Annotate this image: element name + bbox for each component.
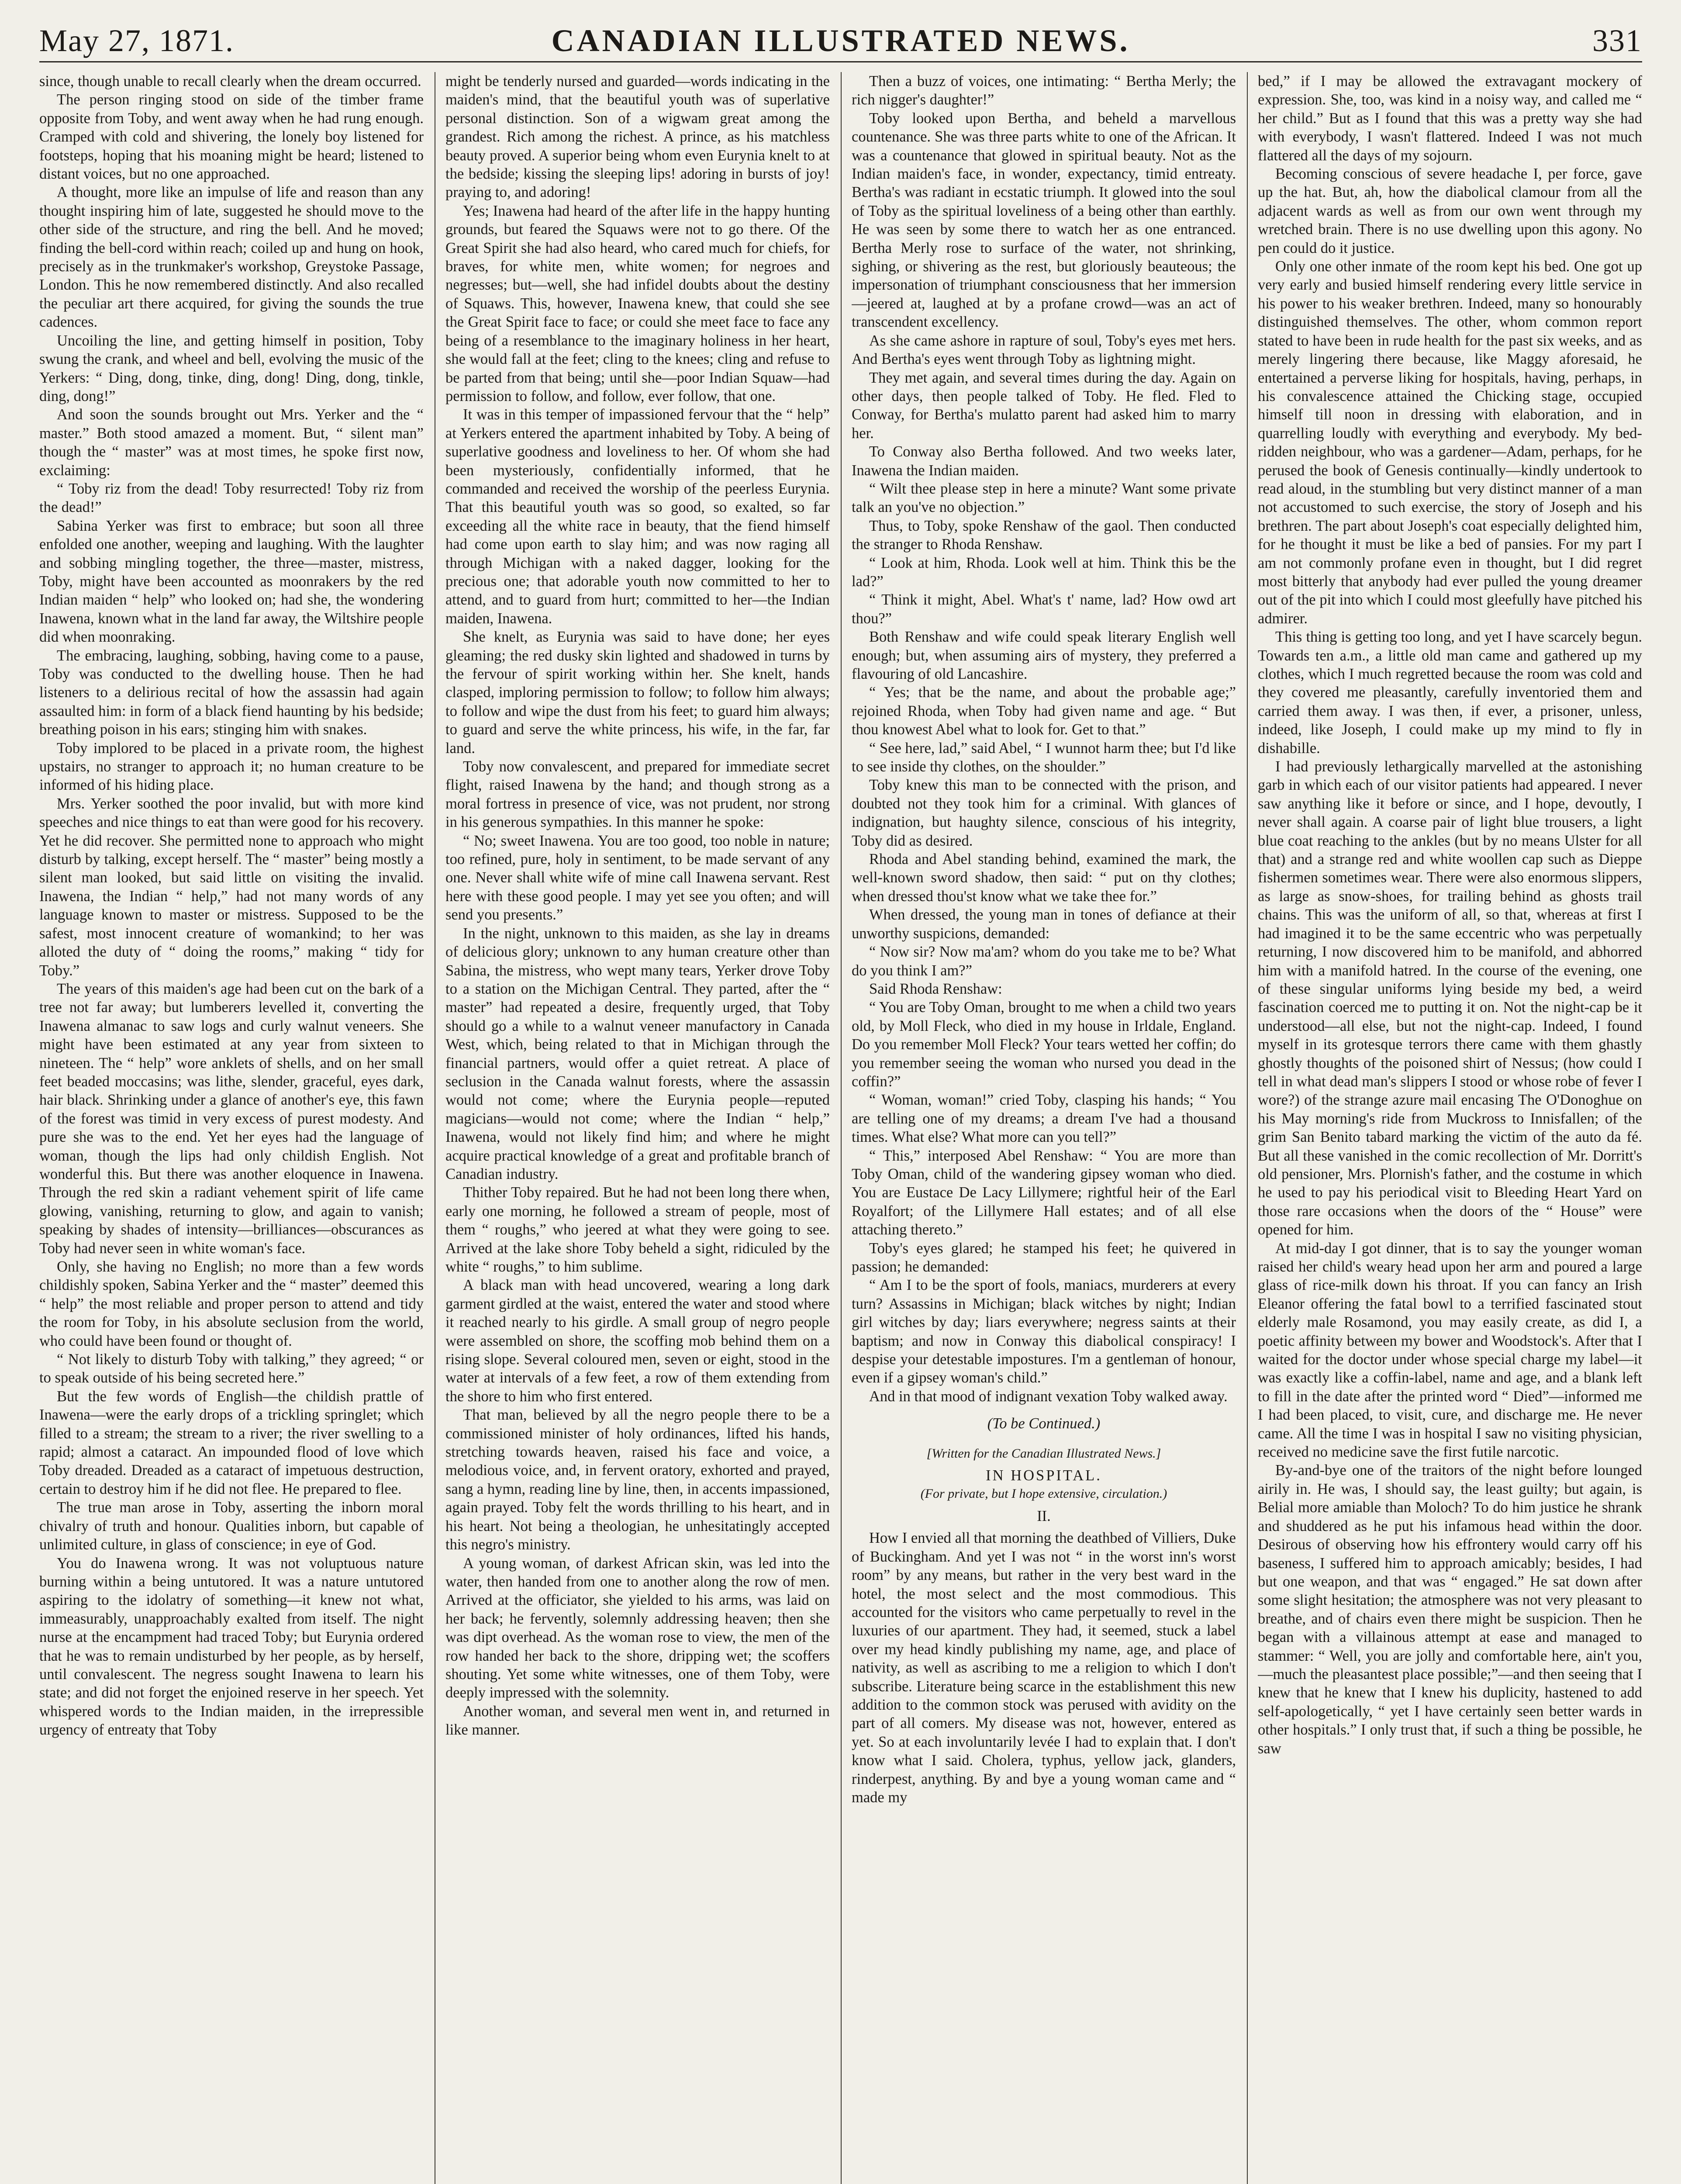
paragraph: Toby implored to be placed in a private room, the highest upstairs, no stranger to approach it; no human creature to be informed of his hiding place. xyxy=(39,740,424,794)
paragraph: As she came ashore in rapture of soul, Toby's eyes met hers. And Bertha's eyes went through Toby as lightning might. xyxy=(852,332,1236,368)
masthead-title: CANADIAN ILLUSTRATED NEWS. xyxy=(551,23,1130,58)
paragraph: At mid-day I got dinner, that is to say the younger woman raised her child's weary head upon her arm and poured a large glass of rice-milk down his throat. If you can fancy an Irish Eleanor offering the fatal bowl to a terrified fascinated stout elderly male Rosamond, you may easily create, as did I, a poetic affinity between my bower and Woodstock's. After that I waited for the doctor under whose special charge my label—it was exactly like a coffin-label, name and age, and a blank left to fill in the date after the printed word “ Died”—informed me I had been placed, to visit, cure, and discharge me. He never came. All the time I was in hospital I saw no visiting physician, received no medicine save the first futile narcotic. xyxy=(1258,1240,1642,1461)
page-number: 331 xyxy=(1592,23,1642,58)
paragraph: Toby now convalescent, and prepared for immediate secret flight, raised Inawena by the hand; and though strong as a moral fortress in presence of vice, was not prudent, nor strong in his generous sympathies. In this manner he spoke: xyxy=(445,758,830,831)
paragraph: “ Wilt thee please step in here a minute? Want some private talk an you've no objection.” xyxy=(852,480,1236,516)
written-for-note: [Written for the Canadian Illustrated News.] xyxy=(926,1446,1161,1461)
paragraph: When dressed, the young man in tones of defiance at their unworthy suspicions, demanded: xyxy=(852,906,1236,942)
paragraph: “ Am I to be the sport of fools, maniacs, murderers at every turn? Assassins in Michigan; black witches by night; Indian girl witches by day; liars everywhere; negress saints at their baptism; and now in Conway this diabolical conspiracy! I despise your detestable impostures. I'm a gentleman of honour, even if a gipsey woman's child.” xyxy=(852,1277,1236,1386)
paragraph: This thing is getting too long, and yet I have scarcely begun. Towards ten a.m., a little old man came and gathered up my clothes, which I much regretted because the room was cold and they covered me pleasantly, carefully inventoried them and carried them away. I was then, if ever, a prisoner, unless, indeed, like Joseph, I could make up my mind to fly in dishabille. xyxy=(1258,629,1642,757)
paragraph: Another woman, and several men went in, and returned in like manner. xyxy=(445,1703,830,1738)
column-2 xyxy=(445,72,830,2184)
paragraph: The true man arose in Toby, asserting the inborn moral chivalry of truth and honour. Qualities inborn, but capable of unlimited culture, in glass of conscience; in eye of God. xyxy=(39,1499,424,1553)
to-be-continued: (To be Continued.) xyxy=(987,1415,1101,1432)
paragraph: “ Woman, woman!” cried Toby, clasping his hands; “ You are telling one of my dreams; a dream I've had a thousand times. What else? What more can you tell?” xyxy=(852,1092,1236,1146)
paragraph: “ See here, lad,” said Abel, “ I wunnot harm thee; but I'd like to see inside thy clothes, on the shoulder.” xyxy=(852,740,1236,775)
paragraph: In the night, unknown to this maiden, as she lay in dreams of delicious glory; unknown to any human creature other than Sabina, the mistress, who wept many tears, Yerker drove Toby to a station on the Michigan Central. They parted, after the “ master” had repeated a desire, frequently urged, that Toby should go a while to a walnut veneer manufactory in Canada West, which, being related to that in Michigan through the financial partners, would offer a quiet retreat. A place of seclusion in the Canada walnut forests, where the assassin would not come; where the Eurynia people—reputed magicians—would not come; where the Indian “ help,” Inawena, would not likely find him; and where he might acquire practical knowledge of a great and profitable branch of Canadian industry. xyxy=(445,925,830,1182)
paragraph: since, though unable to recall clearly when the dream occurred. xyxy=(39,73,421,90)
paragraph: “ Look at him, Rhoda. Look well at him. Think this be the lad?” xyxy=(852,554,1236,590)
paragraph: By-and-bye one of the traitors of the night before lounged airily in. He was, I should say, the least guilty; but again, is Belial more amiable than Moloch? To do him justice he shrank and shuddered as he put his infamous head within the door. Desirous of observing how his effrontery would carry off his baseness, I suffered him to approach amicably; besides, I had but one weapon, and that was “ engaged.” He sat down after some slight hesitation; the atmosphere was not very pleasant to breathe, and of chairs even there might be suspicion. Then he began with a villainous attempt at ease and managed to stammer: “ Well, you are jolly and comfortable here, ain't you,—much the pleasantest place possible;”—and then seeing that I knew that he knew that I knew his duplicity, hastened to add self-apologetically, “ yet I have certainly seen better wards in other hospitals.” I only trust that, if such a thing be possible, he saw xyxy=(1258,1462,1642,1757)
paragraph: That man, believed by all the negro people there to be a commissioned minister of holy ordinances, lifted his hands, stretching towards heaven, raised his face and voice, a melodious voice, and, in fervent oratory, exhorted and prayed, sang a hymn, reading line by line, then, in accents impassioned, again prayed. Toby felt the words thrilling to his heart, and in his heart. Not being a theologian, he unhesitatingly accepted this negro's ministry. xyxy=(445,1406,830,1553)
paragraph: Only, she having no English; no more than a few words childishly spoken, Sabina Yerker and the “ master” deemed this “ help” the most reliable and proper person to attend and tidy the room for Toby, in his absolute seclusion from the world, who could have been found or thought of. xyxy=(39,1258,424,1349)
paragraph: It was in this temper of impassioned fervour that the “ help” at Yerkers entered the apartment inhabited by Toby. A being of superlative goodness and loveliness to her. Of whom she had been mysteriously, confidentially informed, that he commanded and received the worship of the peerless Eurynia. That this beautiful youth was so good, so exalted, so far exceeding all the white race in beauty, that the fiend himself had come upon earth to slay him; and was now raging all through Michigan with a naked dagger, looking for the precious one; that adorable youth now committed to her to attend, and to guard from hurt; committed to her—the Indian maiden, Inawena. xyxy=(445,406,830,627)
paragraph: The embracing, laughing, sobbing, having come to a pause, Toby was conducted to the dwelling house. Then he had listeners to a delirious recital of how the assassin had again assaulted him: in form of a black fiend haunting by his bedside; breathing poison in his ears; stinging him with snakes. xyxy=(39,647,424,738)
paragraph: Mrs. Yerker soothed the poor invalid, but with more kind speeches and nice things to eat than were good for his recovery. Yet he did recover. She permitted none to approach who might disturb by talking, except herself. The “ master” being mostly a silent man looked, but said little on visiting the invalid. Inawena, the Indian “ help,” had not many words of any language known to master or mistress. Supposed to be the safest, most innocent creature of womankind; to her was alloted the duty of “ doing the rooms,” making “ tidy for Toby.” xyxy=(39,795,424,979)
paragraph: Thus, to Toby, spoke Renshaw of the gaol. Then conducted the stranger to Rhoda Renshaw. xyxy=(852,517,1236,553)
paragraph: The person ringing stood on side of the timber frame opposite from Toby, and went away when he had rung enough. Cramped with cold and shivering, the lonely boy listened for footsteps, hoping that his moaning might be heard; listened to distant voices, but no one approached. xyxy=(39,91,424,183)
paragraph: A black man with head uncovered, wearing a long dark garment girdled at the waist, entered the water and stood where it reached nearly to his girdle. A small group of negro people were assembled on shore, the scoffing mob behind them on a rising slope. Several coloured men, seven or eight, stood in the water at intervals of a few feet, a row of them extending from the shore to him who first entered. xyxy=(445,1277,830,1405)
paragraph: How I envied all that morning the deathbed of Villiers, Duke of Buckingham. And yet I was not “ in the worst inn's worst room” by any means, but rather in the very best ward in the hotel, the most select and the most commodious. This accounted for the visitors who came perpetually to revel in the luxuries of our apartment. They had, it seemed, stuck a label over my head kindly publishing my name, age, and place of nativity, as well as ascribing to me a religion to which I don't subscribe. Literature being scarce in the establishment this new addition to the common stock was perused with avidity on the part of all comers. My disease was not, however, entered as yet. So at each involuntarily levée I had to explain that. I don't know what I said. Cholera, typhus, yellow jack, glanders, rinderpest, anything. By and bye a young woman came and “ made my xyxy=(852,1530,1236,1806)
paragraph: I had previously lethargically marvelled at the astonishing garb in which each of our visitor patients had appeared. I never saw anything like it before or since, and I hope, devoutly, I never shall again. A coarse pair of light blue trousers, a light blue coat reaching to the ankles (but by no means Ulster for all that) and a strange red and white woollen cap such as Dieppe fishermen sometimes wear. There were also enormous slippers, as large as snow-shoes, for trailing behind as ghosts trail chains. This was the uniform of all, so that, whereas at first I had imagined it to be the same eccentric who was perpetually returning, I now discovered him to be manifold, and abhorred him with a manifold hatred. In the course of the evening, one of these singular uniforms lying beside my bed, a weird fascination coerced me to putting it on. Not the night-cap be it understood—all else, but not the night-cap. Indeed, I found myself in its grotesque terrors there came with them ghastly ghostly thoughts of the poisoned shirt of Nessus; (how could I tell in what dead man's slippers I stood or whose robe of fever I wore?) of the strange azure mail encasing The O'Donoghue on his May morning's ride from Muckross to Innisfallen; of the grim San Benito tabard marking the victim of the auto da fé. But all these vanished in the comic recollection of Mr. Dorritt's old pensioner, Mrs. Plornish's father, and the costume in which he used to pay his periodical visit to Bleeding Heart Yard on those rare occasions when the doors of the “ House” were opened for him. xyxy=(1258,758,1642,1238)
paragraph: They met again, and several times during the day. Again on other days, then people talked of Toby. He fled. Fled to Conway, for Bertha's mulatto parent had asked him to marry her. xyxy=(852,369,1236,442)
paragraph: A young woman, of darkest African skin, was led into the water, then handed from one to another along the row of men. Arrived at the officiator, she yielded to his arms, was laid on her back; he fervently, solemnly addressing heaven; then she was dipt overhead. As the woman rose to view, the men of the row handed her back to the shore, dripping wet; the scoffers shouting. Yet some white witnesses, one of them Toby, were deeply impressed with the solemnity. xyxy=(445,1555,830,1701)
section-subtitle: (For private, but I hope extensive, circulation.) xyxy=(920,1486,1167,1501)
column-1 xyxy=(39,72,424,2184)
article-columns xyxy=(39,72,1646,2184)
column-rule xyxy=(1247,72,1248,2184)
paragraph: Becoming conscious of severe headache I, per force, gave up the hat. But, ah, how the diabolical clamour from all the adjacent wards as well as from our own went through my wretched brain. There is no use dwelling upon this agony. No pen could do it justice. xyxy=(1258,166,1642,256)
paragraph: And soon the sounds brought out Mrs. Yerker and the “ master.” Both stood amazed a moment. But, “ silent man” though the “ master” was at most times, he spoke first now, exclaiming: xyxy=(39,406,424,479)
column-rule xyxy=(841,72,842,2184)
paragraph: Thither Toby repaired. But he had not been long there when, early one morning, he followed a stream of people, most of them “ roughs,” who jeered at what they were going to see. Arrived at the lake shore Toby beheld a sight, ridiculed by the white “ roughs,” to him sublime. xyxy=(445,1184,830,1275)
paragraph: Both Renshaw and wife could speak literary English well enough; but, when assuming airs of mystery, they preferred a flavouring of old Lancashire. xyxy=(852,629,1236,682)
paragraph: But the few words of English—the childish prattle of Inawena—were the early drops of a trickling springlet; which filled to a stream; the stream to a river; the river swelling to a rapid; almost a cataract. An impounded flood of love which Toby dreaded. Dreaded as a cataract of impetuous destruction, certain to destroy him if he did not flee. He prepared to flee. xyxy=(39,1388,424,1497)
paragraph: Said Rhoda Renshaw: xyxy=(869,980,1002,997)
paragraph: “ No; sweet Inawena. You are too good, too noble in nature; too refined, pure, holy in sentiment, to be made servant of any one. Never shall white wife of mine call Inawena servant. Rest here with these good people. I may yet see you often; and will send you presents.” xyxy=(445,832,830,923)
page-header xyxy=(39,17,1642,62)
paragraph: Yes; Inawena had heard of the after life in the happy hunting grounds, but feared the Squaws were not to go there. Of the Great Spirit she had also heard, who cared much for chiefs, for braves, for white men, white women; for negroes and negresses; but—well, she had infidel doubts about the destiny of Squaws. This, however, Inawena knew, that could she see the Great Spirit face to face; or could she meet face to face any being of a resemblance to the imaginary holiness in her heart, she would fall at the feet; cling to the knees; cling and refuse to be parted from that being; until she—poor Indian Squaw—had permission to follow, and follow, ever follow, that one. xyxy=(445,202,830,404)
paragraph: bed,” if I may be allowed the extravagant mockery of expression. She, too, was kind in a noisy way, and called me “ her child.” But as I found that this was a pretty way she had with everybody, I wasn't flattered. Indeed I was not much flattered all the days of my sojourn. xyxy=(1258,73,1642,164)
paragraph: A thought, more like an impulse of life and reason than any thought inspiring him of late, suggested he should move to the other side of the structure, and ring the bell. And he moved; finding the bell-cord within reach; coiled up and hung on hook, precisely as in the trunkmaker's workshop, Greystoke Passage, London. This he now remembered distinctly. And also recalled the peculiar art there acquired, for giving the sounds the true cadences. xyxy=(39,184,424,331)
paragraph: Toby's eyes glared; he stamped his feet; he quivered in passion; he demanded: xyxy=(852,1240,1236,1275)
paragraph: Only one other inmate of the room kept his bed. One got up very early and busied himself rendering every little service in his power to his weaker brethren. Indeed, many so honourably distinguished themselves. The other, whom common report stated to have been in rude health for the past six weeks, and as merely lingering there because, like Maggy aforesaid, he entertained a perverse liking for hospitals, having, perhaps, in his convalescence attained the Chicking stage, occupied himself till noon in dressing with elaboration, and in quarrelling loudly with everything and everybody. My bed-ridden neighbour, who was a gardener—Adam, perhaps, for he perused the book of Genesis continually—kindly undertook to read aloud, in the stumbling but very distinct manner of a man not accustomed to such exercise, the story of Joseph and his brethren. The part about Joseph's coat especially delighted him, for he thought it must be like a bed of pansies. For my part I am not commonly profane even in thought, but I did regret most bitterly that anybody had ever pulled the young dreamer out of the pit into which I could most gleefully have pitched his admirer. xyxy=(1258,258,1642,627)
paragraph: “ Think it might, Abel. What's t' name, lad? How owd art thou?” xyxy=(852,591,1236,627)
paragraph: Uncoiling the line, and getting himself in position, Toby swung the crank, and wheel and bell, evolving the music of the Yerkers: “ Ding, dong, tinke, ding, dong! Ding, dong, tinkle, ding, dong!” xyxy=(39,332,424,404)
paragraph: The years of this maiden's age had been cut on the bark of a tree not far away; but lumberers levelled it, converting the Inawena almanac to saw logs and curly walnut veneers. She might have been estimated at any year from sixteen to nineteen. The “ help” wore anklets of shells, and on her small feet beaded moccasins; was lithe, slender, graceful, eyes dark, hair black. Shrinking under a glance of another's eye, this fawn of the forest was timid in very excess of purest modesty. And pure she was to the end. Yet her eyes had the language of woman, though the lips had only childish English. Not wonderful this. But there was another eloquence in Inawena. Through the red skin a radiant vehement spirit of life came glowing, vanishing, returning to glow, and again to vanish; speaking by shades of intensity—brilliances—obscurances as Toby had never seen in white woman's face. xyxy=(39,980,424,1257)
column-3 xyxy=(852,72,1236,2184)
issue-date: May 27, 1871. xyxy=(39,23,234,58)
paragraph: To Conway also Bertha followed. And two weeks later, Inawena the Indian maiden. xyxy=(852,443,1236,479)
paragraph: might be tenderly nursed and guarded—words indicating in the maiden's mind, that the beautiful youth was of superlative personal distinction. Son of a wigwam great among the grandest. Rich among the richest. A prince, as his matchless beauty proved. A superior being whom even Eurynia knelt to at the bedside; kissing the sleeping lips! adoring in bursts of joy! praying to, and adoring! xyxy=(445,73,830,201)
paragraph: “ Yes; that be the name, and about the probable age;” rejoined Rhoda, when Toby had given name and age. “ But thou knowest Abel what to look for. Get to that.” xyxy=(852,684,1236,738)
paragraph: Toby knew this man to be connected with the prison, and doubted not they took him for a criminal. With glances of indignation, but haughty silence, conscious of his integrity, Toby did as desired. xyxy=(852,777,1236,849)
paragraph: Rhoda and Abel standing behind, examined the mark, the well-known sword shadow, then said: “ put on thy clothes; when dressed thou'st know what we take thee for.” xyxy=(852,851,1236,905)
paragraph: “ Not likely to disturb Toby with talking,” they agreed; “ or to speak outside of his being secreted here.” xyxy=(39,1351,424,1386)
section-title: IN HOSPITAL. xyxy=(986,1467,1102,1484)
paragraph: “ You are Toby Oman, brought to me when a child two years old, by Moll Fleck, who died in my house in Irldale, England. Do you remember Moll Fleck? Your tears wetted her coffin; do you remember seeing the woman who nursed you dead in the coffin?” xyxy=(852,999,1236,1090)
paragraph: You do Inawena wrong. It was not voluptuous nature burning within a being untutored. It was a nature untutored aspiring to the idolatry of something—it knew not what, immeasurably, unapproachably exalted from itself. The night nurse at the encampment had traced Toby; but Eurynia ordered that he was to remain undisturbed by her people, as by herself, until convalescent. The negress sought Inawena to learn his state; and did not forget the enjoined reserve in her speech. Yet whispered words to the Indian maiden, in the irrepressible urgency of entreaty that Toby xyxy=(39,1555,424,1738)
section-number: II. xyxy=(1037,1507,1051,1524)
paragraph: “ Toby riz from the dead! Toby resurrected! Toby riz from the dead!” xyxy=(39,480,424,516)
paragraph: Sabina Yerker was first to embrace; but soon all three enfolded one another, weeping and laughing. With the laughter and sobbing mingling together, the three—master, mistress, Toby, might have been accounted as moonrakers by the red Indian maiden “ help” who looked on; had she, the wondering Inawena, known what in the land far away, the Wiltshire people did when moonraking. xyxy=(39,517,424,646)
paragraph: “ This,” interposed Abel Renshaw: “ You are more than Toby Oman, child of the wandering gipsey woman who died. You are Eustace De Lacy Lillymere; rightful heir of the Earl Royalfort; of the Lillymere Hall estates; and of all else attaching thereto.” xyxy=(852,1147,1236,1238)
column-4 xyxy=(1258,72,1642,2184)
paragraph: “ Now sir? Now ma'am? whom do you take me to be? What do you think I am?” xyxy=(852,943,1236,979)
paragraph: And in that mood of indignant vexation Toby walked away. xyxy=(869,1388,1228,1405)
paragraph: She knelt, as Eurynia was said to have done; her eyes gleaming; the red dusky skin lighted and shadowed in turns by the fervour of spirit working within her. She knelt, hands clasped, imploring permission to follow; to follow him always; to follow and wipe the dust from his feet; to guard him always; to guard and serve the white princess, his wife, in the far, far land. xyxy=(445,629,830,757)
paragraph: Then a buzz of voices, one intimating: “ Bertha Merly; the rich nigger's daughter!” xyxy=(852,73,1236,108)
paragraph: Toby looked upon Bertha, and beheld a marvellous countenance. She was three parts white to one of the African. It was a countenance that glowed in spiritual beauty. Not as the Indian maiden's face, in wonder, expectancy, timid entreaty. Bertha's was radiant in ecstatic triumph. It glowed into the soul of Toby as the spiritual loveliness of a being other than earthly. He was seen by some there to watch her as one entranced. Bertha Merly rose to surface of the water, not shrinking, sighing, or shivering as the rest, but gloriously beauteous; the impersonation of triumphant consciousness that her immersion—jeered at, laughed at by a profane crowd—was an act of transcendent excellency. xyxy=(852,110,1236,331)
